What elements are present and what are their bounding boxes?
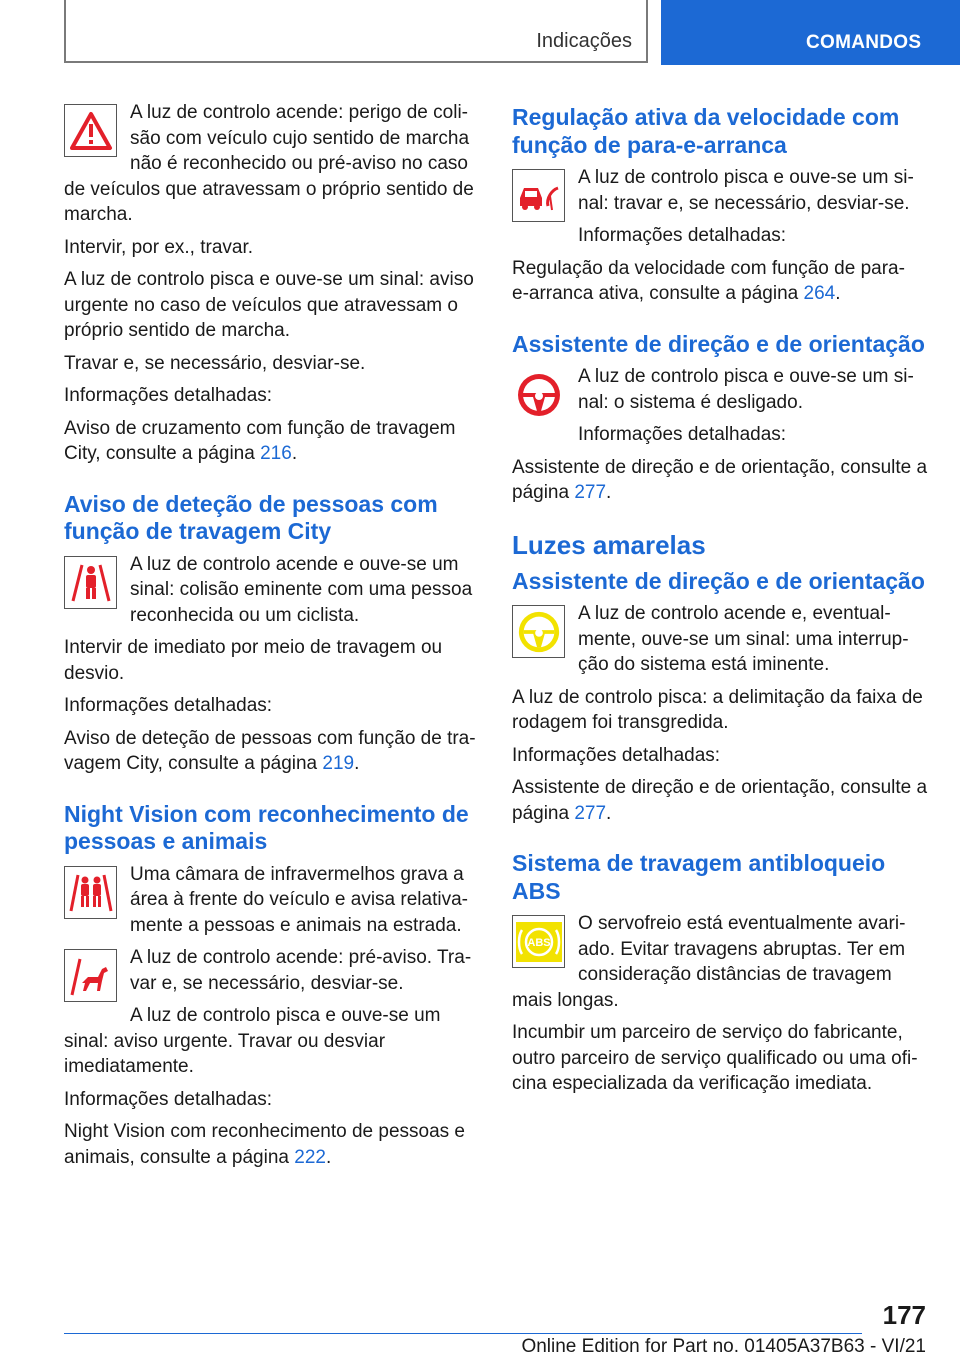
night-vision-prewarn: A luz de controlo acende: pré-aviso. Travar e, se necessário, desviar-se. [130, 947, 472, 994]
footer-edition: Online Edition for Part no. 01405A37B63 - VI/21 [521, 1336, 926, 1357]
footer-divider [64, 1333, 862, 1334]
abs-icon-label: ABS [526, 936, 551, 949]
page-link-216[interactable]: 216 [260, 443, 292, 464]
collision-brake: Travar e, se necessário, desviar-se. [64, 352, 366, 374]
collision-text: A luz de controlo acende: perigo de colisão com veículo cujo sentido de marcha não é reconhecido ou pré-aviso no caso de veículos que atravessam o próprio sentido de marcha. [64, 102, 474, 225]
page-number: 177 [882, 1300, 926, 1330]
steering-yellow-details-label: Informações detalhadas: [512, 744, 721, 766]
collision-details-label: Informações detalhadas: [64, 385, 273, 406]
night-vision-reference: Night Vision com reconhecimento de pessoas e animais, consulte a página 222. [64, 1121, 465, 1168]
night-vision-urgent: A luz de controlo pisca e ouve-se um sinal: aviso urgente. Travar ou desviar imediatamente. [64, 1005, 441, 1077]
heading-active-cruise: Regulação ativa da velocidade com função de para-e-arranca [512, 104, 900, 158]
night-vision-details-label: Informações detalhadas: [64, 1088, 273, 1110]
left-column [64, 100, 480, 1177]
pedestrian-text: A luz de controlo acende e ouve-se um sinal: colisão eminente com uma pessoa reconhecida ou um ciclista. [130, 553, 473, 626]
pedestrian-warning-icon [64, 556, 117, 609]
night-vision-animal-icon [64, 949, 117, 1002]
steering-wheel-yellow-icon [512, 605, 565, 658]
active-cruise-text: A luz de controlo pisca e ouve-se um sinal: travar e, se necessário, desviar-se. [578, 167, 914, 214]
heading-yellow-lights: Luzes amarelas [512, 529, 706, 560]
abs-service: Incumbir um parceiro de serviço do fabricante, outro parceiro de serviço qualificado ou uma oficina especializada da verificação imediata. [512, 1022, 918, 1094]
right-column [512, 100, 928, 1104]
steering-assist-text: A luz de controlo pisca e ouve-se um sinal: o sistema é desligado. [578, 366, 914, 413]
steering-wheel-red-icon [512, 368, 565, 421]
steering-assist-details-label: Informações detalhadas: [578, 424, 787, 445]
header-chapter-tab[interactable] [661, 0, 960, 65]
heading-night-vision: Night Vision com reconhecimento de pessoas e animais [64, 800, 469, 854]
page-link-219[interactable]: 219 [322, 753, 355, 774]
collision-action: Intervir, por ex., travar. [64, 236, 254, 258]
active-cruise-details-label: Informações detalhadas: [578, 225, 787, 246]
steering-yellow-blink: A luz de controlo pisca: a delimitação da faixa de rodagem foi transgredida. [512, 686, 923, 733]
page-link-264[interactable]: 264 [803, 283, 836, 304]
steering-yellow-text: A luz de controlo acende e, eventualmente, ouve-se um sinal: uma interrupção do sistema está iminente. [578, 603, 909, 675]
header-chapter-label: COMANDOS [806, 32, 922, 53]
heading-steering-assist: Assistente de direção e de orientação [512, 330, 925, 357]
steering-assist-reference: Assistente de direção e de orientação, consulte a página 277. [512, 456, 928, 503]
pedestrian-details-label: Informações detalhadas: [64, 695, 273, 716]
header-section-label: Indicações [536, 30, 632, 52]
page-link-277-a[interactable]: 277 [574, 482, 607, 503]
active-cruise-reference: Regulação da velocidade com função de para-e-arranca ativa, consulte a página 264. [512, 257, 905, 304]
heading-steering-assist-yellow: Assistente de direção e de orientação [512, 567, 925, 594]
page-link-277-b[interactable]: 277 [574, 802, 607, 824]
heading-pedestrian-warning: Aviso de deteção de pessoas com função de travagem City [64, 490, 438, 544]
collision-urgent: A luz de controlo pisca e ouve-se um sinal: aviso urgente no caso de veículos que atravessam o próprio sentido de marcha. [64, 269, 474, 341]
car-distance-warning-icon [512, 169, 565, 222]
heading-abs: Sistema de travagem antibloqueio ABS [512, 850, 886, 904]
pedestrian-action: Intervir de imediato por meio de travagem ou desvio. [64, 637, 443, 684]
abs-warning-icon [512, 915, 565, 968]
page-link-222[interactable]: 222 [294, 1146, 326, 1168]
night-vision-text: Uma câmara de infravermelhos grava a área à frente do veículo e avisa relativamente a pessoas e animais na estrada. [130, 863, 468, 936]
collision-reference: Aviso de cruzamento com função de travagem City, consulte a página 216. [64, 417, 456, 464]
collision-warning-icon [64, 104, 117, 157]
abs-text: O servofreio está eventualmente avariado. Evitar travagens abruptas. Ter em consideração distâncias de travagem mais longas. [512, 913, 906, 1011]
steering-yellow-reference: Assistente de direção e de orientação, consulte a página 277. [512, 777, 928, 824]
pedestrian-reference: Aviso de deteção de pessoas com função de travagem City, consulte a página 219. [64, 727, 476, 774]
header-section-tab [64, 0, 648, 63]
night-vision-persons-icon [64, 866, 117, 919]
